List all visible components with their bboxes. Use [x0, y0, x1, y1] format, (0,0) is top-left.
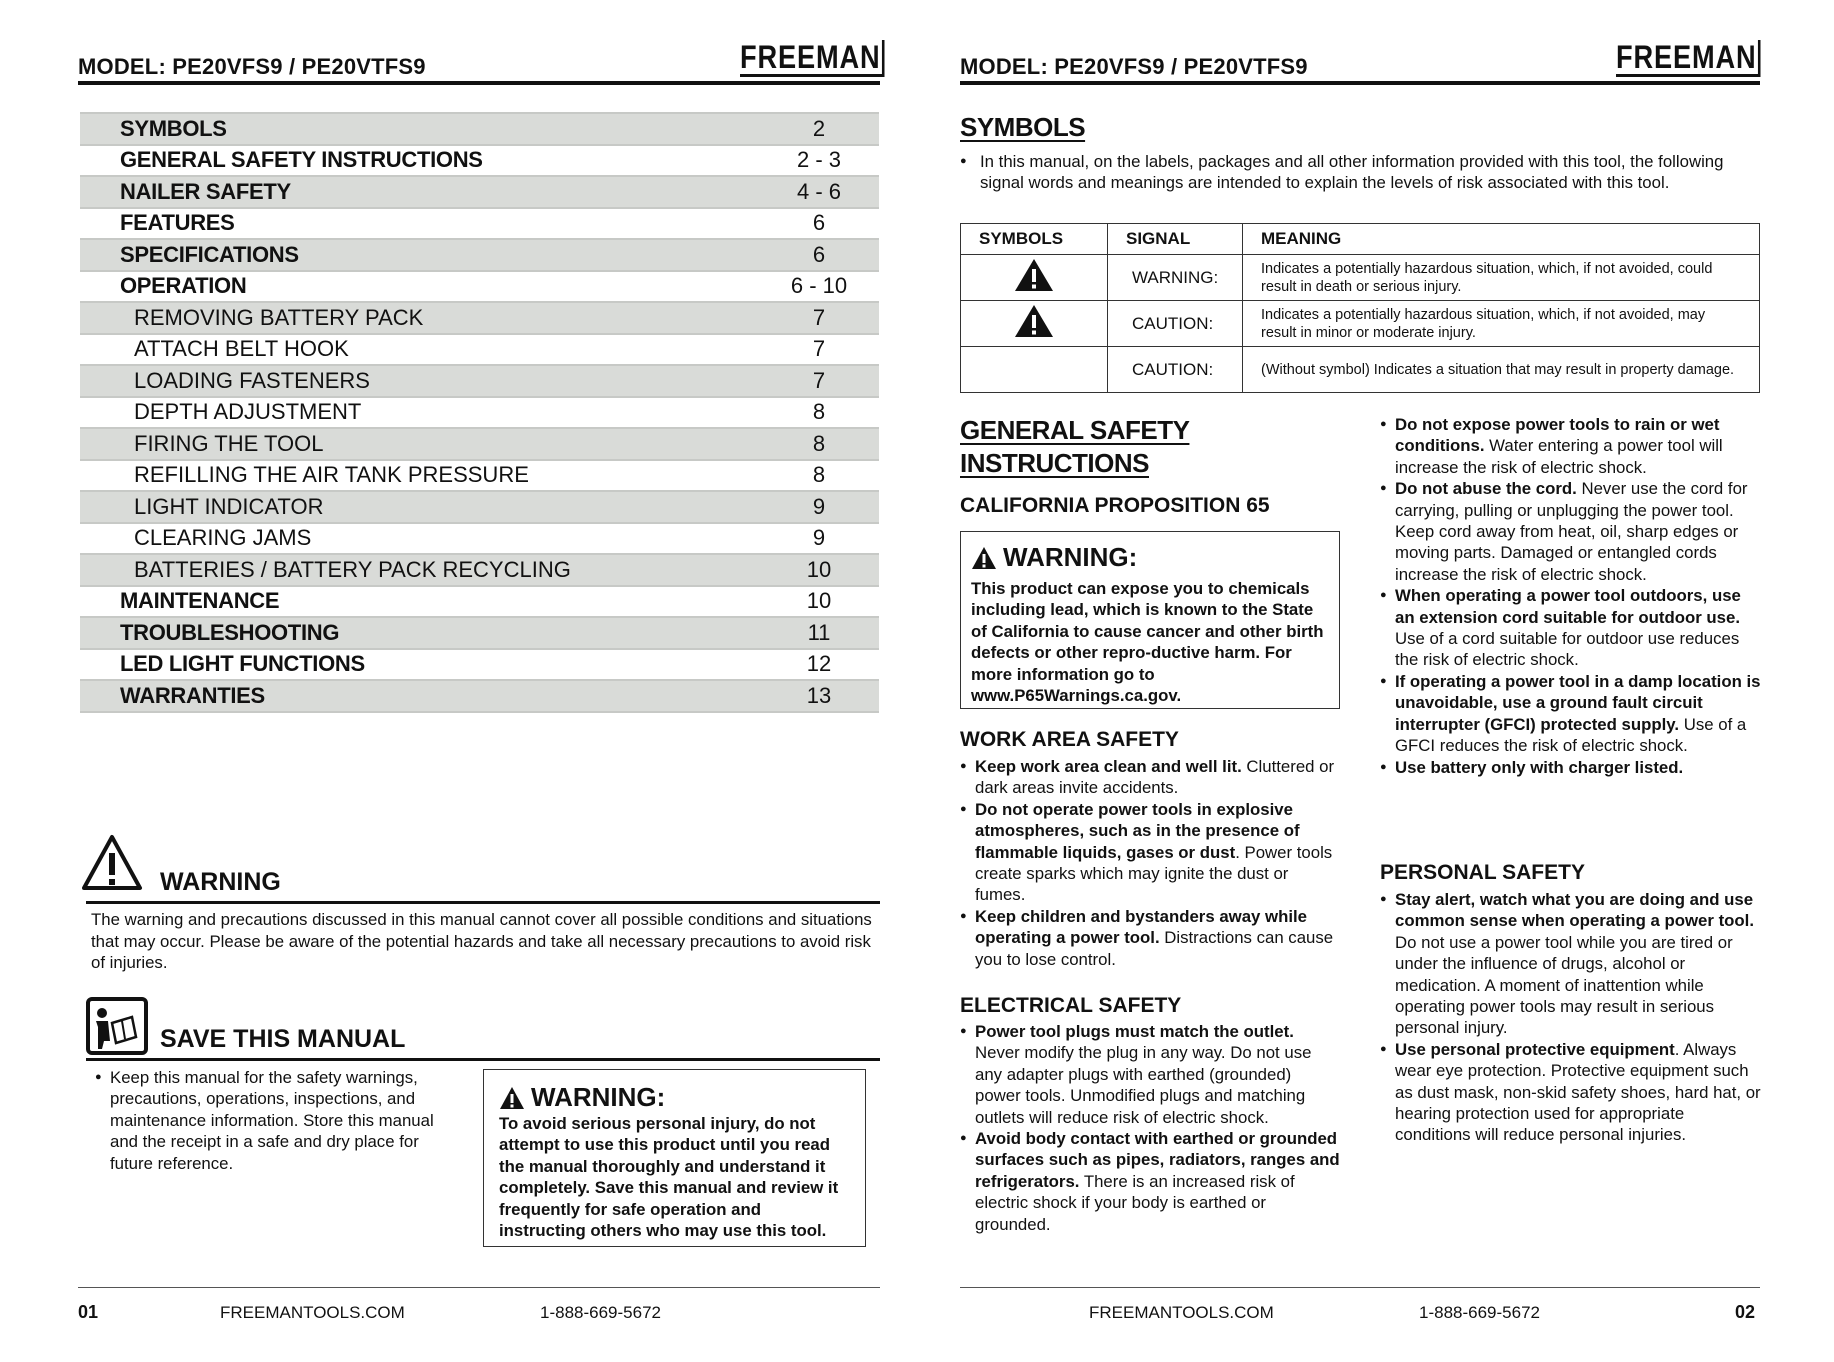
- list-item: [1380, 671, 1762, 757]
- list-item: [1380, 478, 1762, 585]
- list-item-bold: When operating a power tool outdoors, use an extension cord suitable for outdoor use.: [1395, 586, 1741, 627]
- toc-label: REMOVING BATTERY PACK: [134, 304, 424, 330]
- toc-row: [80, 524, 879, 556]
- list-item-bold: Use battery only with charger listed.: [1395, 757, 1684, 777]
- electrical-cont-list: [1380, 414, 1762, 778]
- list-item-text: Never modify the plug in any way. Do not use any adapter plugs with earthed (grounded) power tools. Unmodified plugs and matching outlets will reduce risk of electric shock.: [975, 1043, 1312, 1127]
- toc-page-number: 2 - 3: [796, 147, 842, 173]
- toc-row: [80, 461, 879, 493]
- save-manual-list: [95, 1067, 465, 1174]
- prop65-warning-title: WARNING:: [1003, 542, 1138, 572]
- prop65-warning-box: [960, 531, 1340, 709]
- prop65-text: This product can expose you to chemicals including lead, which is known to the State of California to cause cancer and other birth defects or other repro-ductive harm. For more information go to www.P65Warnings.ca.gov.: [971, 579, 1324, 706]
- list-item: [1380, 585, 1762, 671]
- toc-row: [80, 146, 879, 178]
- toc-label: OPERATION: [120, 273, 247, 299]
- list-item-text: Use of a cord suitable for outdoor use reduces the risk of electric shock.: [1395, 629, 1740, 670]
- toc-row: [80, 303, 879, 335]
- toc-row: [80, 114, 879, 146]
- toc-row: [80, 555, 879, 587]
- meaning-cell: Indicates a potentially hazardous situation, which, if not avoided, could result in death or serious injury.: [1243, 255, 1760, 301]
- list-item: [960, 756, 1340, 799]
- toc-label: TROUBLESHOOTING: [120, 619, 340, 645]
- list-item-bold: Keep children and bystanders away while operating a power tool.: [975, 906, 1308, 948]
- meaning-cell: (Without symbol) Indicates a situation that may result in property damage.: [1243, 347, 1760, 393]
- footer-website: FREEMANTOOLS.COM: [220, 1303, 405, 1322]
- toc-page-number: 8: [812, 399, 826, 425]
- symbols-intro-list: [960, 151, 1760, 194]
- symbol-cell: [961, 255, 1108, 301]
- toc-label: WARRANTIES: [120, 682, 265, 708]
- toc-row: [80, 240, 879, 272]
- toc-label: CLEARING JAMS: [134, 525, 312, 551]
- list-item: [960, 799, 1340, 906]
- symbol-cell: [961, 301, 1108, 347]
- toc-label: MAINTENANCE: [120, 588, 280, 614]
- toc-page-number: 10: [806, 556, 832, 582]
- signal-cell: WARNING:: [1108, 255, 1243, 301]
- page-number: 01: [78, 1302, 99, 1322]
- footer-rule: [960, 1287, 1760, 1288]
- list-item: [960, 1021, 1340, 1128]
- list-item-bold: Stay alert, watch what you are doing and use common sense when operating a power tool.: [1395, 890, 1754, 931]
- toc-row: [80, 618, 879, 650]
- toc-row: [80, 177, 879, 209]
- meaning-cell: Indicates a potentially hazardous situation, which, if not avoided, may result in minor or moderate injury.: [1243, 301, 1760, 347]
- list-item-text: Never use the cord for carrying, pulling or unplugging the power tool. Keep cord away from heat, oil, sharp edges or moving parts. Damaged or entangled cords increase the risk of electric shock.: [1395, 479, 1748, 584]
- toc-row: [80, 650, 879, 682]
- work-area-title: WORK AREA SAFETY: [960, 728, 1179, 751]
- warning-triangle-icon: [80, 833, 144, 893]
- table-row: [961, 255, 1760, 301]
- toc-page-number: 7: [812, 304, 826, 330]
- toc-page-number: 2: [812, 115, 826, 141]
- signal-cell: CAUTION:: [1108, 301, 1243, 347]
- list-item-text: . Always wear eye protection. Protective equipment such as dust mask, non-skid safety shoes, hard hat, or hearing protection used for appropriate conditions will reduce personal injuries.: [1395, 1039, 1761, 1145]
- toc-row: [80, 335, 879, 367]
- toc-row: [80, 209, 879, 241]
- toc-label: SYMBOLS: [120, 115, 227, 141]
- list-item-bold: Avoid body contact with earthed or grounded surfaces such as pipes, radiators, ranges and refrigerators.: [975, 1129, 1340, 1191]
- list-item: [1380, 757, 1762, 778]
- toc-label: BATTERIES / BATTERY PACK RECYCLING: [134, 556, 571, 582]
- toc-page-number: 8: [812, 430, 826, 456]
- toc-row: [80, 587, 879, 619]
- list-item: [1380, 414, 1762, 478]
- toc-label: LIGHT INDICATOR: [134, 493, 324, 519]
- symbols-table-header: [961, 224, 1760, 255]
- toc-page-number: 6: [812, 210, 826, 236]
- work-area-list: [960, 756, 1340, 970]
- header-rule: [960, 81, 1760, 85]
- warning-triangle-icon: [1014, 304, 1054, 338]
- toc-row: [80, 681, 879, 713]
- general-safety-title-line1: GENERAL SAFETY: [960, 415, 1190, 445]
- toc-label: FIRING THE TOOL: [134, 430, 324, 456]
- save-manual-warning-title: WARNING:: [531, 1082, 666, 1112]
- general-safety-title-line2: INSTRUCTIONS: [960, 448, 1149, 478]
- list-item: [960, 1128, 1340, 1235]
- list-item-bold: Power tool plugs must match the outlet.: [975, 1022, 1294, 1041]
- list-item-text: . Power tools create sparks which may ignite the dust or fumes.: [975, 842, 1333, 905]
- symbols-title: SYMBOLS: [960, 112, 1086, 142]
- toc-page-number: 6: [812, 241, 826, 267]
- save-manual-rule: [86, 1058, 880, 1061]
- symbols-intro: ● In this manual, on the labels, packages and all other information provided with this tool, the following signal words and meanings are intended to explain the levels of risk associated with this tool.: [960, 151, 1760, 194]
- list-item-text: Distractions can cause you to lose control.: [975, 928, 1334, 969]
- toc-page-number: 10: [806, 588, 832, 614]
- warning-text: The warning and precautions discussed in this manual cannot cover all possible conditions and situations that may occur. Please be aware of the potential hazards and take all necessary precautions to avoid risk of injuries.: [91, 910, 872, 972]
- list-item-text: There is an increased risk of electric shock if your body is earthed or grounded.: [975, 1171, 1295, 1234]
- toc-page-number: 6 - 10: [790, 273, 848, 299]
- symbol-cell: [961, 347, 1108, 393]
- personal-list: [1380, 889, 1762, 1146]
- page-number: 02: [1735, 1302, 1756, 1322]
- toc-page-number: 12: [806, 651, 832, 677]
- toc-row: [80, 492, 879, 524]
- footer-phone: 1-888-669-5672: [540, 1303, 661, 1322]
- list-item-text: Cluttered or dark areas invite accidents.: [975, 757, 1335, 798]
- list-item: [1380, 889, 1762, 1039]
- save-manual-warning-header: [499, 1082, 851, 1113]
- toc-label: FEATURES: [120, 210, 235, 236]
- list-item-text: Water entering a power tool will increase the risk of electric shock.: [1395, 436, 1723, 477]
- list-item-bold: Keep work area clean and well lit.: [975, 757, 1242, 776]
- list-item: [1380, 1039, 1762, 1146]
- list-item-text: Use of a GFCI reduces the risk of electric shock.: [1395, 714, 1747, 756]
- toc-page-number: 11: [807, 619, 831, 645]
- table-of-contents: [80, 112, 879, 713]
- toc-page-number: 7: [812, 336, 826, 362]
- footer-rule: [78, 1287, 880, 1288]
- symbols-table: [960, 223, 1760, 393]
- save-manual-bullet: ● Keep this manual for the safety warnings, precautions, operations, inspections, and maintenance information. Store this manual and the receipt in a safe and dry place for future reference.: [95, 1067, 465, 1174]
- personal-title: PERSONAL SAFETY: [1380, 861, 1585, 884]
- list-item-bold: Do not operate power tools in explosive atmospheres, such as in the presence of flammable liquids, gases or dust: [975, 799, 1300, 862]
- list-item-text: Do not use a power tool while you are tired or under the influence of drugs, alcohol or medication. A moment of inattention while operating power tools may result in serious personal injury.: [1395, 932, 1733, 1038]
- toc-page-number: 7: [812, 367, 826, 393]
- toc-label: ATTACH BELT HOOK: [134, 336, 349, 362]
- warning-triangle-icon: [499, 1086, 525, 1110]
- toc-page-number: 4 - 6: [796, 178, 842, 204]
- list-item-bold: If operating a power tool in a damp location is unavoidable, use a ground fault circuit interrupter (GFCI) protected supply.: [1395, 671, 1761, 734]
- toc-row: [80, 398, 879, 430]
- toc-row: [80, 272, 879, 304]
- toc-page-number: 9: [812, 493, 826, 519]
- toc-label: DEPTH ADJUSTMENT: [134, 399, 362, 425]
- toc-page-number: 13: [806, 682, 832, 708]
- toc-page-number: 8: [812, 462, 826, 488]
- warning-triangle-icon: [971, 546, 997, 570]
- model-header: MODEL: PE20VFS9 / PE20VTFS9: [960, 54, 1308, 79]
- warning-rule: [86, 901, 880, 904]
- toc-row: [80, 366, 879, 398]
- freeman-logo: FREEMAN: [1616, 40, 1761, 77]
- list-item-bold: Use personal protective equipment: [1395, 1039, 1675, 1059]
- header-rule: [78, 81, 880, 85]
- list-item-bold: Do not expose power tools to rain or wet conditions.: [1395, 415, 1720, 456]
- col-header-symbols: SYMBOLS: [961, 224, 1108, 255]
- save-manual-title: SAVE THIS MANUAL: [160, 1025, 406, 1053]
- toc-label: LOADING FASTENERS: [134, 367, 370, 393]
- table-row: [961, 301, 1760, 347]
- list-item: [960, 906, 1340, 970]
- toc-label: REFILLING THE AIR TANK PRESSURE: [134, 462, 529, 488]
- toc-page-number: 9: [812, 525, 826, 551]
- footer-website: FREEMANTOOLS.COM: [1089, 1303, 1274, 1322]
- list-item-bold: Do not abuse the cord.: [1395, 479, 1577, 499]
- col-header-meaning: MEANING: [1243, 224, 1760, 255]
- read-manual-icon: [86, 997, 148, 1055]
- model-header: MODEL: PE20VFS9 / PE20VTFS9: [78, 54, 426, 79]
- prop65-title: CALIFORNIA PROPOSITION 65: [960, 494, 1270, 517]
- save-manual-warning-box: [483, 1069, 866, 1247]
- toc-row: [80, 429, 879, 461]
- toc-label: SPECIFICATIONS: [120, 241, 299, 267]
- warning-triangle-icon: [1014, 258, 1054, 292]
- save-manual-warning-text: To avoid serious personal injury, do not attempt to use this product until you read the manual thoroughly and understand it completely. Save this manual and review it frequently for safe operation and instructing others who may use this tool.: [499, 1114, 839, 1241]
- footer-phone: 1-888-669-5672: [1419, 1303, 1540, 1322]
- toc-label: LED LIGHT FUNCTIONS: [120, 651, 365, 677]
- toc-label: NAILER SAFETY: [120, 178, 291, 204]
- table-row: [961, 347, 1760, 393]
- toc-label: GENERAL SAFETY INSTRUCTIONS: [120, 147, 483, 173]
- electrical-list: [960, 1021, 1340, 1235]
- warning-title: WARNING: [160, 868, 281, 896]
- prop65-warning-header: [971, 542, 1329, 573]
- right-page: [917, 0, 1834, 1362]
- signal-cell: CAUTION:: [1108, 347, 1243, 393]
- freeman-logo: FREEMAN: [740, 40, 885, 77]
- col-header-signal: SIGNAL: [1108, 224, 1243, 255]
- electrical-title: ELECTRICAL SAFETY: [960, 994, 1182, 1017]
